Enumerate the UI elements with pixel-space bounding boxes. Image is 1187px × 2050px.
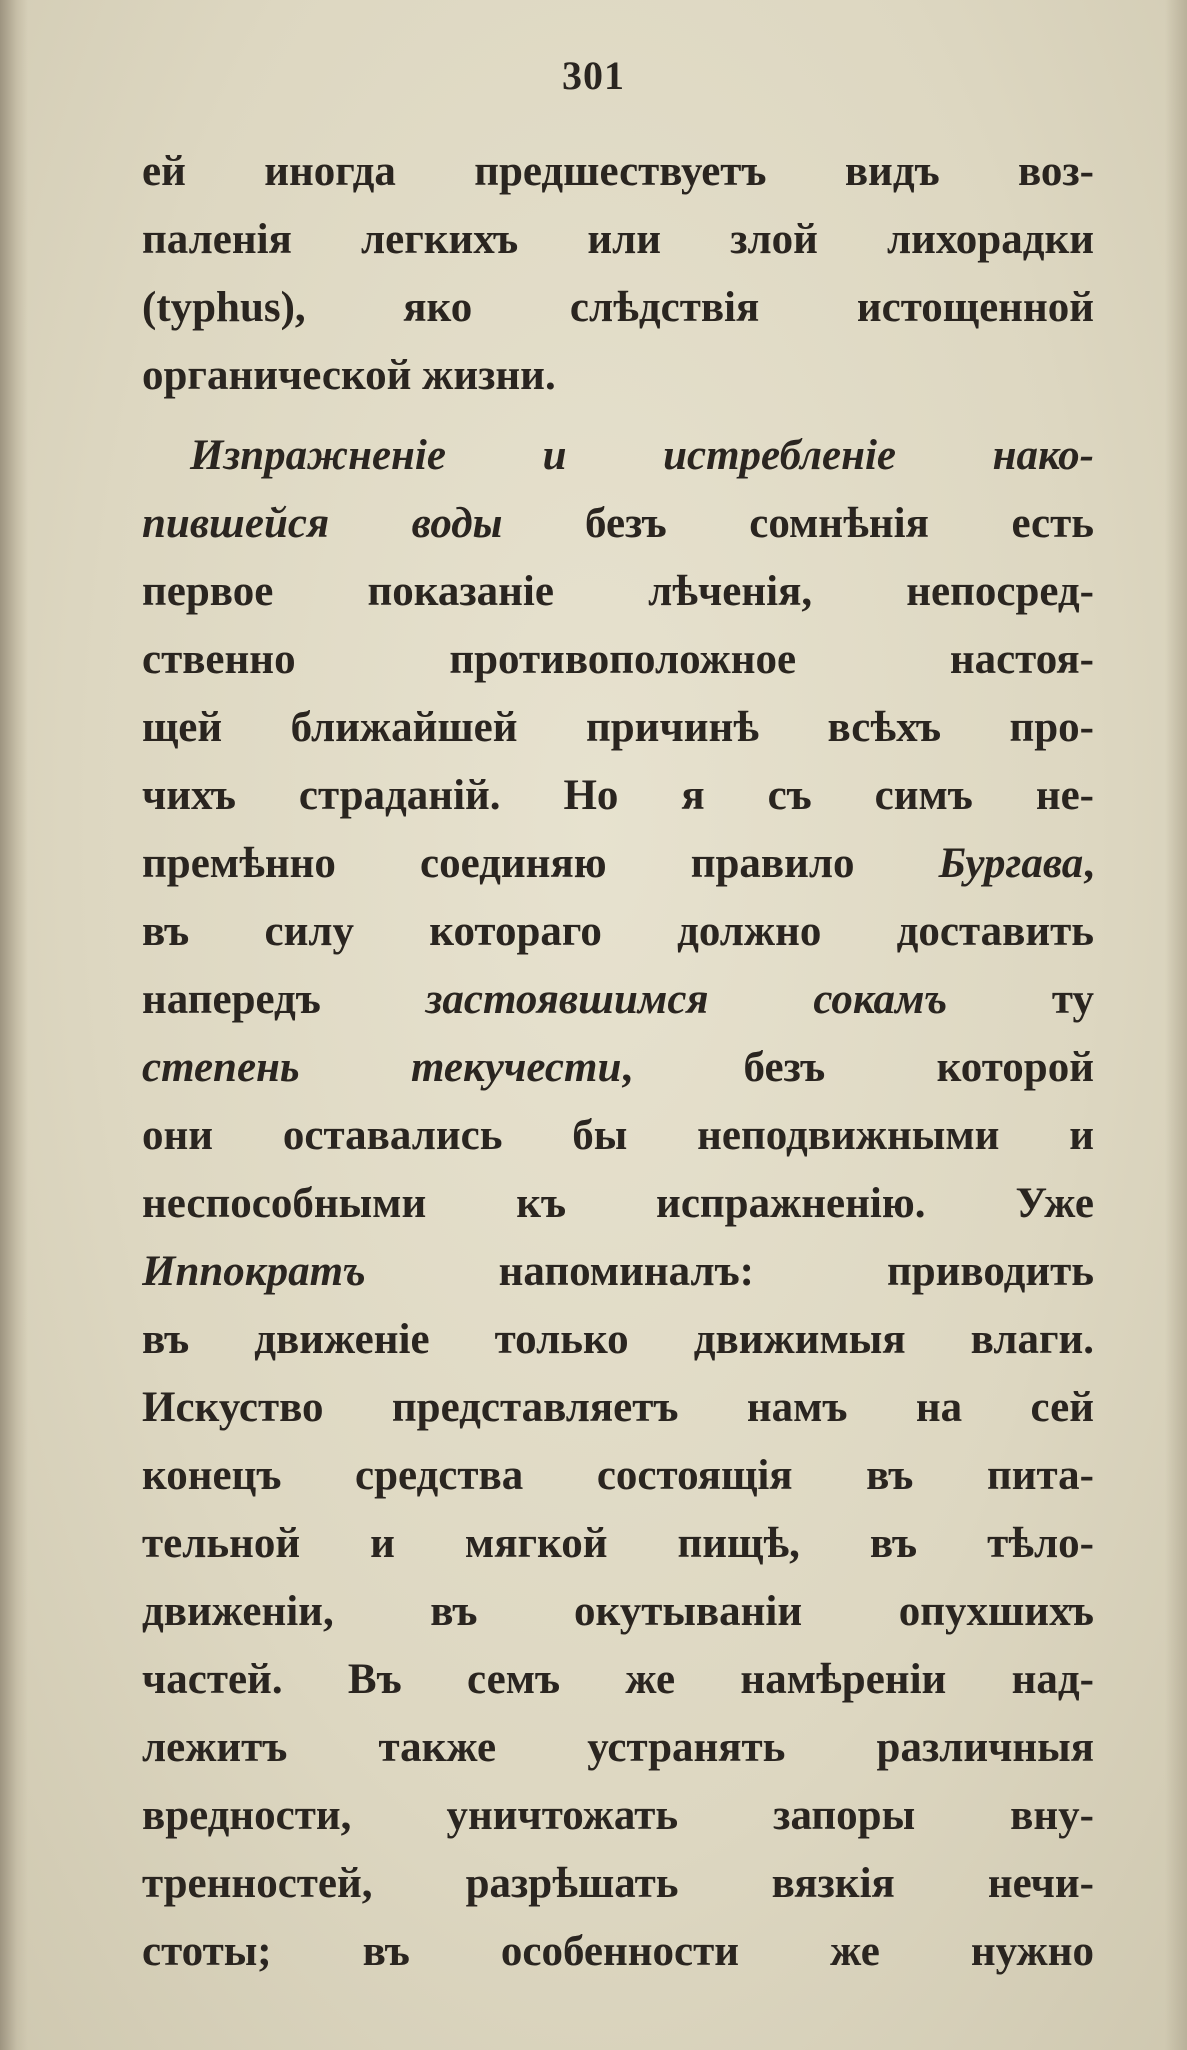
text-segment: ей иногда предшествуетъ видъ воз-: [142, 148, 1094, 195]
text-segment: премѣнно соединяю правило: [142, 840, 939, 887]
text-line: [142, 1170, 1094, 1238]
text-line: [142, 1306, 1094, 1374]
paragraph: [142, 422, 1094, 1986]
text-segment: лежитъ также устранять различныя: [142, 1724, 1094, 1771]
text-line: [142, 274, 1094, 342]
text-segment: ту: [947, 976, 1094, 1023]
text-segment: они оставались бы неподвижными и: [142, 1112, 1094, 1159]
paragraph: [142, 138, 1094, 410]
text-segment: (typhus), яко слѣдствія истощенной: [142, 284, 1094, 331]
text-segment: паленія легкихъ или злой лихорадки: [142, 216, 1094, 263]
text-segment: первое показаніе лѣченія, непосред-: [142, 568, 1094, 615]
text-segment: напоминалъ: приводить: [365, 1248, 1094, 1295]
text-line: [142, 1442, 1094, 1510]
text-segment: щей ближайшей причинѣ всѣхъ про-: [142, 704, 1094, 751]
paragraph-gap: [142, 410, 1094, 422]
text-segment: въ движеніе только движимыя влаги.: [142, 1316, 1094, 1363]
text-segment: тренностей, разрѣшать вязкія нечи-: [142, 1860, 1094, 1907]
text-line: [142, 206, 1094, 274]
text-line: [142, 1578, 1094, 1646]
page-number: 301: [562, 53, 625, 98]
text-line: [142, 1918, 1094, 1986]
text-segment: органической жизни.: [142, 352, 556, 399]
text-line: [142, 1782, 1094, 1850]
text-line: [142, 422, 1094, 490]
text-segment: , безъ которой: [621, 1044, 1094, 1091]
text-line: [142, 898, 1094, 966]
italic-text-segment: Изпражненіе и истребленіе нако-: [190, 432, 1094, 479]
text-segment: стоты; въ особенности же нужно: [142, 1928, 1094, 1975]
text-segment: безъ сомнѣнія есть: [502, 500, 1094, 547]
text-segment: тельной и мягкой пищѣ, въ тѣло-: [142, 1520, 1094, 1567]
text-line: [142, 342, 1094, 410]
text-line: [142, 1850, 1094, 1918]
text-line: [142, 830, 1094, 898]
page-edge-shadow-right: [1165, 0, 1187, 2050]
text-segment: неспособными къ испражненію. Уже: [142, 1180, 1094, 1227]
text-line: [142, 558, 1094, 626]
text-line: [142, 138, 1094, 206]
text-segment: частей. Въ семъ же намѣреніи над-: [142, 1656, 1094, 1703]
body-text: [142, 138, 1094, 1986]
text-line: [142, 966, 1094, 1034]
text-line: [142, 1714, 1094, 1782]
text-segment: ,: [1083, 840, 1094, 887]
italic-text-segment: степень текучести: [142, 1044, 622, 1091]
italic-text-segment: пившейся воды: [142, 500, 503, 547]
text-line: [142, 1510, 1094, 1578]
text-line: [142, 1238, 1094, 1306]
text-segment: движеніи, въ окутываніи опухшихъ: [142, 1588, 1094, 1635]
text-segment: конецъ средства состоящія въ пита-: [142, 1452, 1094, 1499]
text-segment: напередъ: [142, 976, 426, 1023]
italic-text-segment: Иппократъ: [142, 1248, 366, 1295]
text-segment: въ силу котораго должно доставить: [142, 908, 1094, 955]
text-line: [142, 626, 1094, 694]
text-line: [142, 1034, 1094, 1102]
text-line: [142, 1374, 1094, 1442]
page-edge-shadow-left: [0, 0, 28, 2050]
text-segment: чихъ страданій. Но я съ симъ не-: [142, 772, 1094, 819]
text-segment: Искуство представляетъ намъ на сей: [142, 1384, 1094, 1431]
italic-text-segment: Бургава: [938, 840, 1084, 887]
text-segment: вредности, уничтожать запоры вну-: [142, 1792, 1094, 1839]
italic-text-segment: застоявшимся сокамъ: [425, 976, 948, 1023]
text-line: [142, 1646, 1094, 1714]
text-line: [142, 490, 1094, 558]
text-line: [142, 1102, 1094, 1170]
text-line: [142, 762, 1094, 830]
text-line: [142, 694, 1094, 762]
text-segment: ственно противоположное настоя-: [142, 636, 1094, 683]
